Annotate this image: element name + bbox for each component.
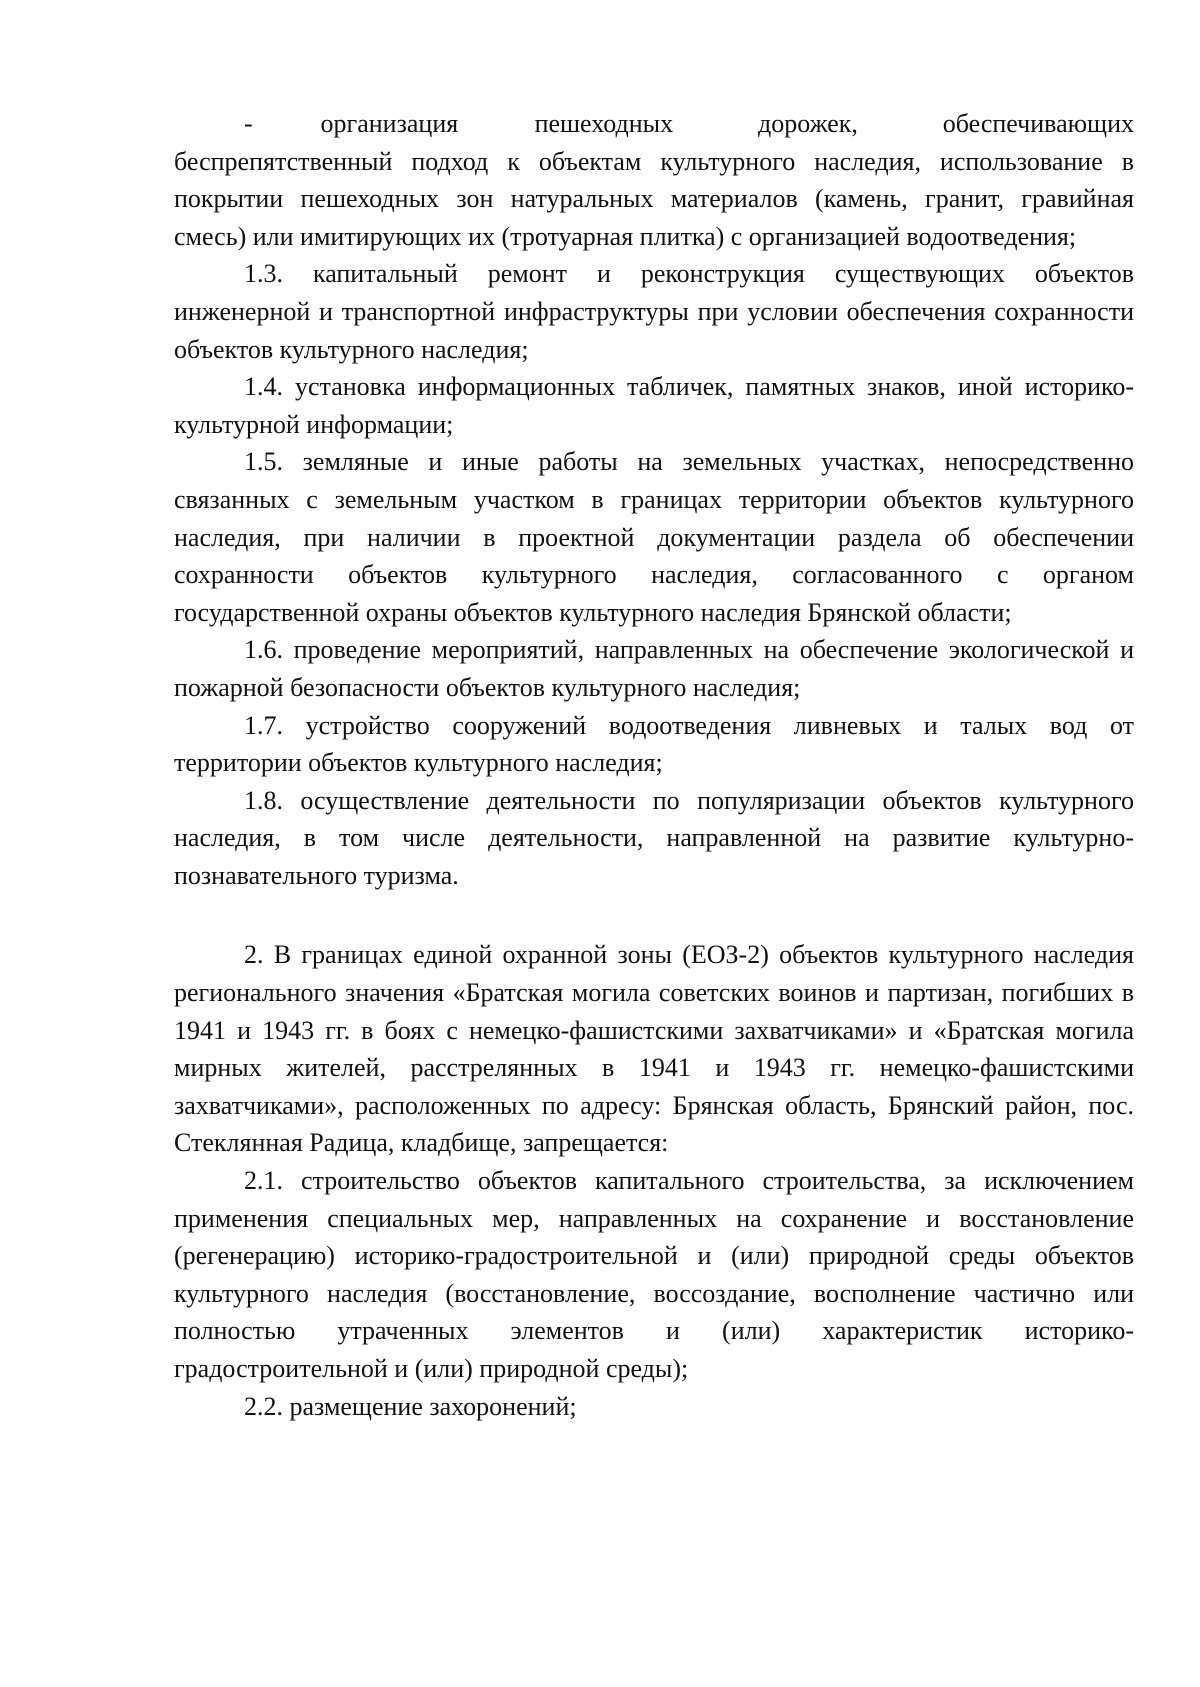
paragraph-1-6: 1.6. проведение мероприятий, направленных на обеспечение экологической и пожарной безопасности объектов культурного наследия;: [174, 635, 1134, 702]
document-body: [174, 105, 1134, 1425]
paragraph-1-3: 1.3. капитальный ремонт и реконструкция существующих объектов инженерной и транспортной инфраструктуры при условии обеспечения сохранности объектов культурного наследия;: [174, 259, 1134, 364]
paragraph-2: 2. В границах единой охранной зоны (ЕОЗ-2) объектов культурного наследия регионального значения «Братская могила советских воинов и партизан, погибших в 1941 и 1943 гг. в боях с немецко-фашистскими захватчиками» и «Братская могила мирных жителей, расстрелянных в 1941 и 1943 гг. немецко-фашистскими захватчиками», расположенных по адресу: Брянская область, Брянский район, пос. Стеклянная Радица, кладбище, запрещается:: [174, 940, 1134, 1158]
section-spacer: [174, 894, 1134, 936]
paragraph-2-1: 2.1. строительство объектов капитального строительства, за исключением применения специальных мер, направленных на сохранение и восстановление (регенерацию) историко-градостроительной и (или) природной среды объектов культурного наследия (восстановление, воссоздание, восполнение частично или полностью утраченных элементов и (или) характеристик историко-градостроительной и (или) природной среды);: [174, 1166, 1134, 1383]
paragraph-2-2: 2.2. размещение захоронений;: [244, 1391, 577, 1421]
paragraph-1-7: 1.7. устройство сооружений водоотведения ливневых и талых вод от территории объектов культурного наследия;: [174, 710, 1134, 778]
paragraph-1-4: 1.4. установка информационных табличек, памятных знаков, иной историко-культурной информации;: [174, 372, 1134, 439]
paragraph-1-8: 1.8. осуществление деятельности по популяризации объектов культурного наследия, в том числе деятельности, направленной на развитие культурно-познавательного туризма.: [174, 785, 1134, 890]
paragraph-pedestrian-paths: - организация пешеходных дорожек, обеспечивающих беспрепятственный подход к объектам культурного наследия, использование в покрытии пешеходных зон натуральных материалов (камень, гранит, гравийная смесь) или имитирующих их (тротуарная плитка) с организацией водоотведения;: [174, 109, 1134, 251]
paragraph-1-5: 1.5. земляные и иные работы на земельных участках, непосредственно связанных с земельным участком в границах территории объектов культурного наследия, при наличии в проектной документации раздела об обеспечении сохранности объектов культурного наследия, согласованного с органом государственной охраны объектов культурного наследия Брянской области;: [174, 447, 1134, 627]
